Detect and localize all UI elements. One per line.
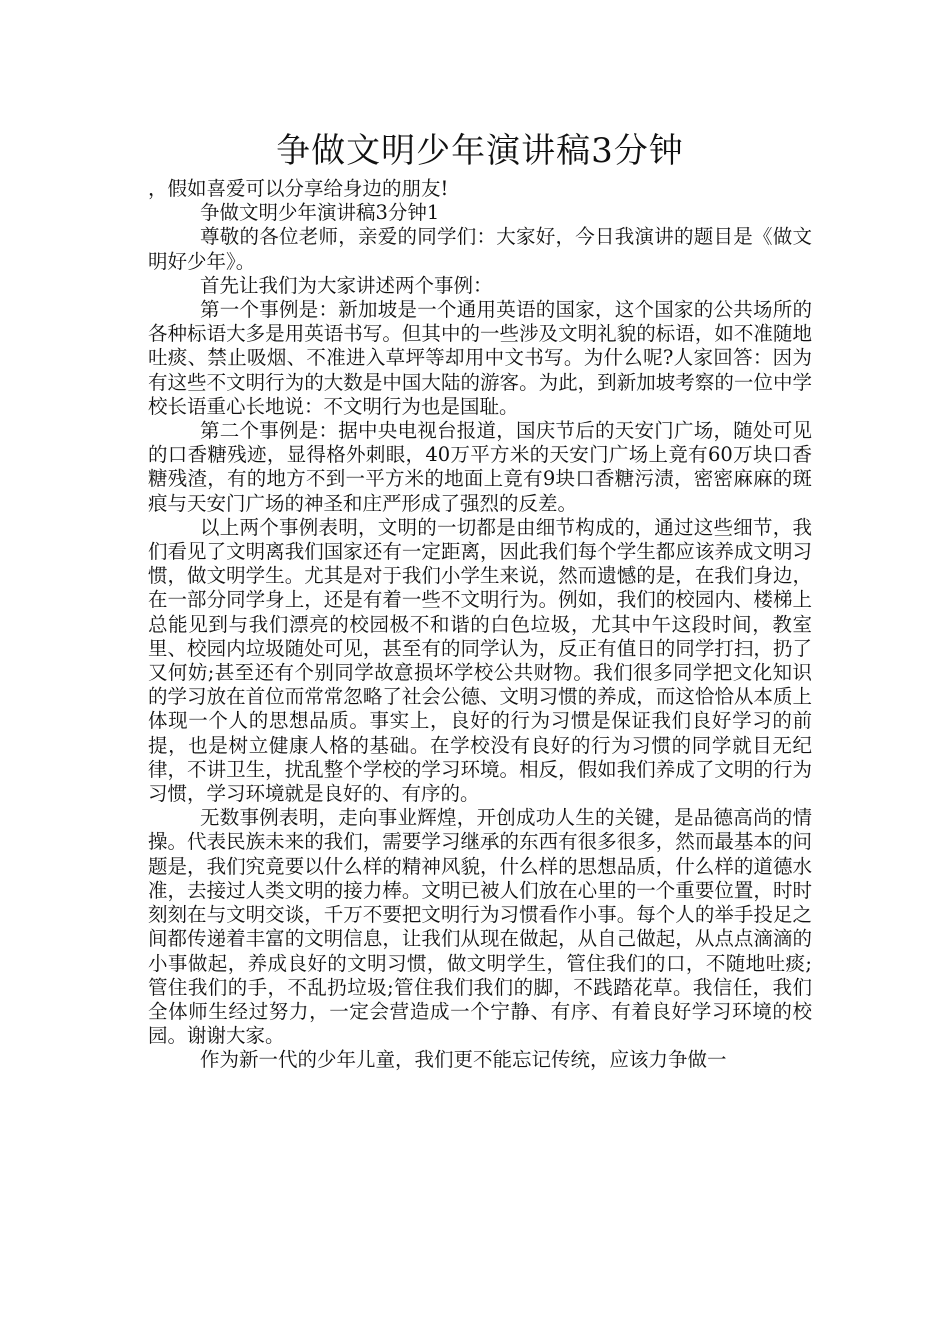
document-body: [148, 177, 812, 1073]
paragraph: 尊敬的各位老师，亲爱的同学们：大家好，今日我演讲的题目是《做文明好少年》。: [148, 225, 812, 273]
paragraph: ，假如喜爱可以分享给身边的朋友!: [148, 177, 449, 200]
paragraph: 以上两个事例表明，文明的一切都是由细节构成的，通过这些细节，我们看见了文明离我们国家还有一定距离，因此我们每个学生都应该养成文明习惯，做文明学生。尤其是对于我们小学生来说，然而遗憾的是，在我们身边，在一部分同学身上，还是有着一些不文明行为。例如，我们的校园内、楼梯上总能见到与我们漂亮的校园极不和谐的白色垃圾，尤其中午这段时间，教室里、校园内垃圾随处可见，甚至有的同学认为，反正有值日的同学打扫，扔了又何妨;甚至还有个别同学故意损坏学校公共财物。我们很多同学把文化知识的学习放在首位而常常忽略了社会公德、文明习惯的养成，而这恰恰从本质上体现一个人的思想品质。事实上，良好的行为习惯是保证我们良好学习的前提，也是树立健康人格的基础。在学校没有良好的行为习惯的同学就目无纪律，不讲卫生，扰乱整个学校的学习环境。相反，假如我们养成了文明的行为习惯，学习环境就是良好的、有序的。: [148, 515, 812, 806]
paragraph: 首先让我们为大家讲述两个事例：: [200, 273, 493, 297]
paragraph: 作为新一代的少年儿童，我们更不能忘记传统，应该力争做一: [200, 1048, 727, 1072]
paragraph: 第一个事例是：新加坡是一个通用英语的国家，这个国家的公共场所的各种标语大多是用英语书写。但其中的一些涉及文明礼貌的标语，如不准随地吐痰、禁止吸烟、不准进入草坪等却用中文书写。为什么呢?人家回答：因为有这些不文明行为的大数是中国大陆的游客。为此，到新加坡考察的一位中学校长语重心长地说：不文明行为也是国耻。: [148, 298, 812, 418]
paragraph: 第二个事例是：据中央电视台报道，国庆节后的天安门广场，随处可见的口香糖残迹，显得格外刺眼，40万平方米的天安门广场上竟有60万块口香糖残渣，有的地方不到一平方米的地面上竟有9块口香糖污渍，密密麻麻的斑痕与天安门广场的神圣和庄严形成了强烈的反差。: [148, 419, 812, 515]
paragraph: 争做文明少年演讲稿3分钟1: [200, 201, 440, 225]
document-title: 争做文明少年演讲稿3分钟: [276, 131, 684, 171]
paragraph: 无数事例表明，走向事业辉煌，开创成功人生的关键，是品德高尚的情操。代表民族未来的我们，需要学习继承的东西有很多很多，然而最基本的问题是，我们究竟要以什么样的精神风貌，什么样的思想品质，什么样的道德水准，去接过人类文明的接力棒。文明已被人们放在心里的一个重要位置，时时刻刻在与文明交谈，千万不要把文明行为习惯看作小事。每个人的举手投足之间都传递着丰富的文明信息，让我们从现在做起，从自己做起，从点点滴滴的小事做起，养成良好的文明习惯，做文明学生，管住我们的口，不随地吐痰;管住我们的手，不乱扔垃圾;管住我们我们的脚，不践踏花草。我信任，我们全体师生经过努力，一定会营造成一个宁静、有序、有着良好学习环境的校园。谢谢大家。: [148, 806, 812, 1048]
document-page: [148, 125, 812, 1073]
